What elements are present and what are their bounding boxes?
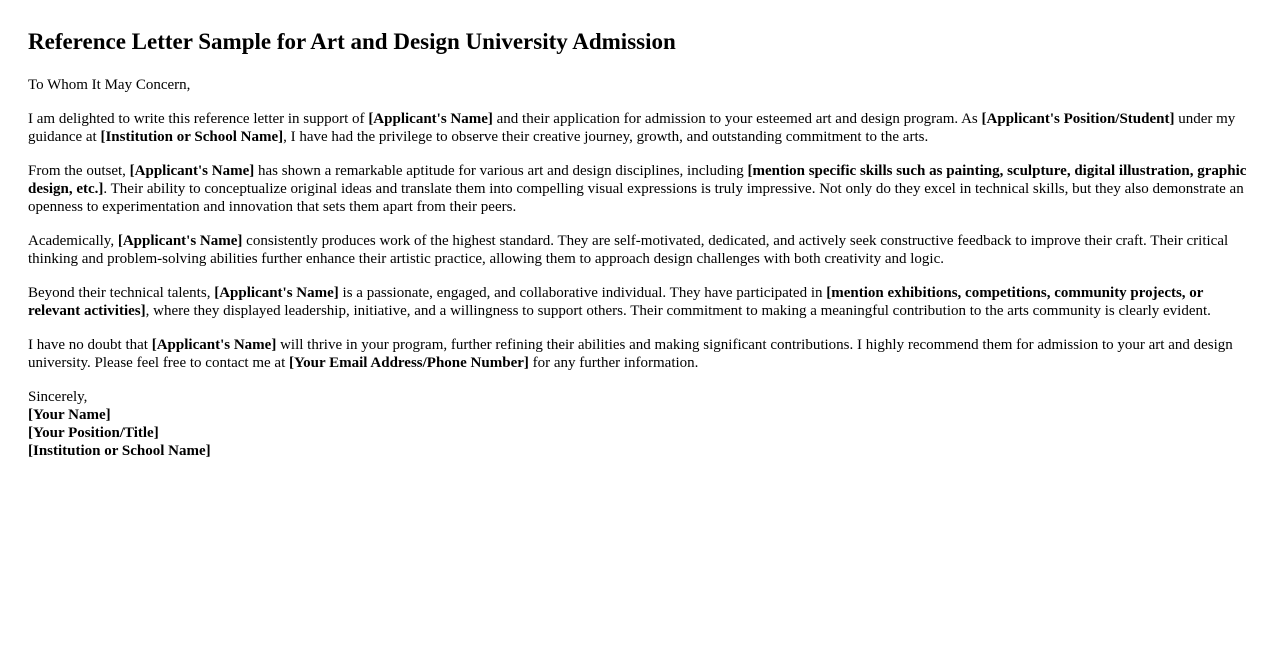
- paragraph-text: will thrive in your program, further refining their abilities and making significant contributions. I highly recommend them for admission to your art and design university. Please feel free to contact me at: [28, 337, 1233, 371]
- paragraph-text: Academically,: [28, 233, 118, 249]
- paragraph-text: under my guidance at: [28, 111, 1236, 145]
- body-paragraph-3: [28, 232, 1250, 268]
- paragraph-text: for any further information.: [528, 355, 699, 371]
- placeholder-text: [mention specific skills such as painting, sculpture, digital illustration, graphic design, etc.]: [28, 163, 1247, 197]
- spacer: [28, 320, 1250, 336]
- body-paragraph-2: [28, 162, 1250, 216]
- paragraph-text: Beyond their technical talents,: [28, 285, 215, 301]
- paragraph-text: consistently produces work of the highest standard. They are self-motivated, dedicated, and actively seek constructive feedback to improve their craft. Their critical thinking and problem-solving abilities further enhance their artistic practice, allowing them to approach design challenges with both creativity and logic.: [28, 233, 1229, 267]
- spacer: [28, 372, 1250, 388]
- paragraph-text: is a passionate, engaged, and collaborative individual. They have participated in: [338, 285, 827, 301]
- placeholder-text: [mention exhibitions, competitions, community projects, or relevant activities]: [28, 285, 1204, 319]
- signature-name: [Your Name]: [28, 407, 111, 423]
- page-title: Reference Letter Sample for Art and Design University Admission: [28, 29, 676, 54]
- closing-block: [28, 388, 1250, 460]
- body-paragraph-1: [28, 110, 1250, 146]
- placeholder-text: [Institution or School Name]: [100, 129, 284, 145]
- placeholder-text: [Applicant's Name]: [368, 111, 493, 127]
- spacer: [28, 216, 1250, 232]
- paragraph-text: I am delighted to write this reference letter in support of: [28, 111, 369, 127]
- closing-text: Sincerely,: [28, 389, 88, 405]
- body-paragraph-4: [28, 284, 1250, 320]
- paragraph-text: , I have had the privilege to observe their creative journey, growth, and outstanding commitment to the arts.: [283, 129, 929, 145]
- paragraph-text: has shown a remarkable aptitude for various art and design disciplines, including: [254, 163, 748, 179]
- body-paragraph-5: [28, 336, 1250, 372]
- spacer: [28, 94, 1250, 110]
- salutation: To Whom It May Concern,: [28, 77, 191, 93]
- paragraph-text: I have no doubt that: [28, 337, 152, 353]
- paragraph-text: From the outset,: [28, 163, 130, 179]
- paragraph-text: , where they displayed leadership, initiative, and a willingness to support others. Their commitment to making a meaningful contribution to the arts community is clearly evident.: [145, 303, 1211, 319]
- paragraph-text: . Their ability to conceptualize original ideas and translate them into compelling visual expressions is truly impressive. Not only do they excel in technical skills, but they also demonstrate an openness to experimentation and innovation that sets them apart from their peers.: [28, 181, 1244, 215]
- spacer: [28, 268, 1250, 284]
- spacer: [28, 146, 1250, 162]
- placeholder-text: [Applicant's Position/Student]: [981, 111, 1175, 127]
- signature-institution: [Institution or School Name]: [28, 443, 211, 459]
- spacer: [28, 55, 1250, 76]
- placeholder-text: [Applicant's Name]: [117, 233, 243, 249]
- paragraph-text: and their application for admission to your esteemed art and design program. As: [492, 111, 982, 127]
- placeholder-text: [Applicant's Name]: [214, 285, 339, 301]
- placeholder-text: [Applicant's Name]: [151, 337, 277, 353]
- signature-position: [Your Position/Title]: [28, 425, 159, 441]
- placeholder-text: [Your Email Address/Phone Number]: [289, 355, 529, 371]
- placeholder-text: [Applicant's Name]: [129, 163, 255, 179]
